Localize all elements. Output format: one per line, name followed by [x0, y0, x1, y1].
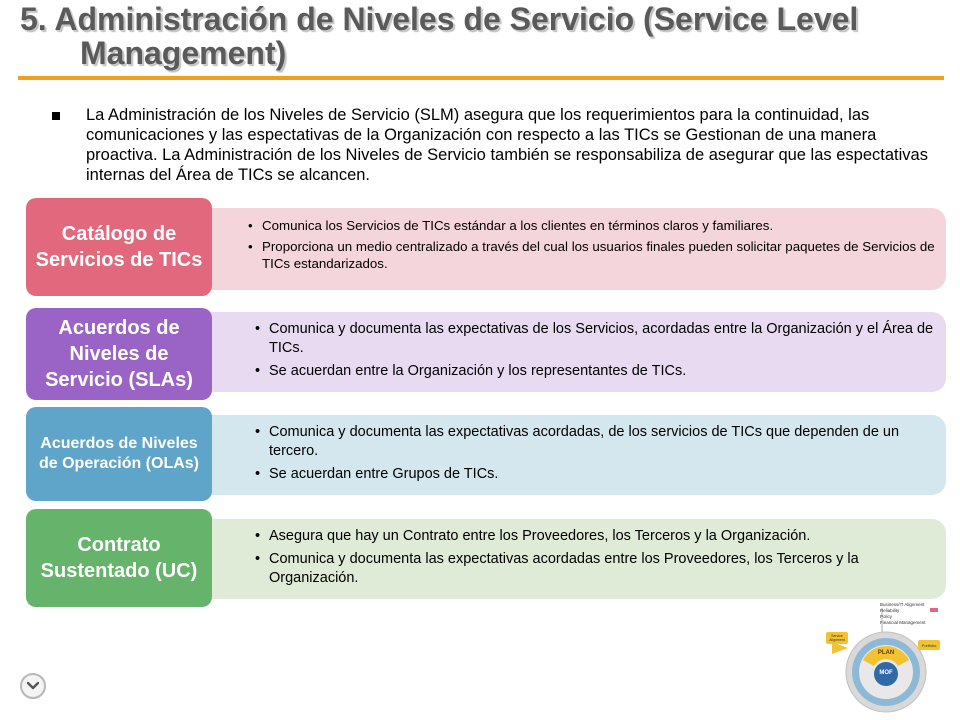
bullet-item: • Se acuerdan entre la Organización y los representantes de TICs.	[255, 362, 936, 381]
bullet-item: • Comunica y documenta las expectativas acordadas entre los Proveedores, los Terceros y la Organización.	[255, 550, 936, 588]
row-label: Contrato Sustentado (UC)	[26, 509, 212, 607]
bullet-item: • Proporciona un medio centralizado a través del cual los usuarios finales pueden solicitar paquetes de Servicios de TICs estandarizados.	[248, 238, 936, 272]
slide-title	[20, 2, 940, 70]
intro-paragraph	[55, 105, 950, 185]
mof-legend	[880, 602, 950, 626]
chevron-down-icon	[26, 681, 40, 691]
mof-legend-item: Reliability	[880, 608, 900, 613]
bullet-item: • Comunica los Servicios de TICs estándar a los clientes en términos claros y familiares.	[248, 217, 936, 234]
row-uc	[26, 509, 946, 607]
bullet-item: • Se acuerdan entre Grupos de TICs.	[255, 465, 936, 484]
bullet-item: • Comunica y documenta las expectativas acordadas, de los servicios de TICs que dependen de un tercero.	[255, 423, 936, 461]
slide-title-line2: Management)	[80, 35, 287, 71]
row-label: Acuerdos de Niveles de Servicio (SLAs)	[26, 308, 212, 400]
bullet-item: • Comunica y documenta las expectativas de los Servicios, acordadas entre la Organización y el Área de TICs.	[255, 320, 936, 358]
row-panel	[198, 208, 946, 290]
row-sla	[26, 308, 946, 400]
title-underline	[18, 76, 944, 80]
row-panel	[198, 415, 946, 495]
square-bullet-icon	[52, 112, 60, 120]
mof-legend-item: Policy	[880, 614, 893, 619]
mof-center-label: MOF	[879, 670, 893, 676]
row-label: Catálogo de Servicios de TICs	[26, 198, 212, 296]
mof-plan-label: PLAN	[877, 650, 895, 656]
row-ola	[26, 407, 946, 501]
row-panel	[198, 312, 946, 392]
row-service-catalog	[26, 198, 946, 296]
mof-legend-item: Business/IT Alignment	[880, 602, 925, 607]
slide-title-line1: 5. Administración de Niveles de Servicio (Service Level	[20, 1, 859, 37]
row-panel	[198, 519, 946, 599]
mof-side-left-label: Service Alignment	[829, 634, 845, 642]
bullet-list	[255, 519, 946, 588]
bullet-list	[255, 415, 946, 484]
mof-legend-item: Financial Management	[880, 620, 926, 625]
next-slide-button[interactable]	[20, 673, 46, 699]
mof-diagram	[818, 602, 950, 716]
bullet-item: • Asegura que hay un Contrato entre los Proveedores, los Terceros y la Organización.	[255, 527, 936, 546]
row-label: Acuerdos de Niveles de Operación (OLAs)	[26, 407, 212, 501]
bullet-list	[255, 312, 946, 381]
bullet-list	[248, 208, 946, 272]
mof-side-right-label: Portfolio	[921, 643, 937, 648]
intro-text: La Administración de los Niveles de Servicio (SLM) asegura que los requerimientos para la continuidad, las comunicaciones y las espectativas de la Organización con respecto a las TICs se Gestionan de una manera proactiva. La Administración de los Niveles de Servicio también se responsabiliza de asegurar que las espectativas internas del Área de TICs se alcancen.	[86, 106, 928, 184]
